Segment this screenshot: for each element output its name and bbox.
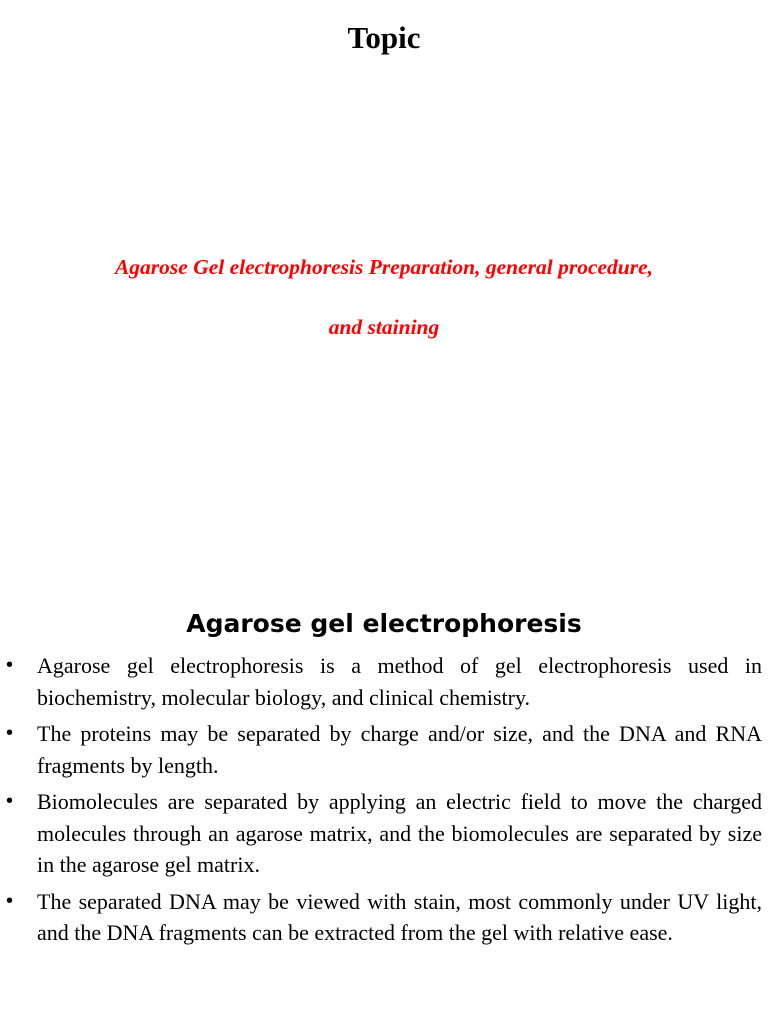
topic-subtitle-line-1: Agarose Gel electrophoresis Preparation, general procedure, [114,255,654,279]
section-heading: Agarose gel electrophoresis [186,609,582,638]
bullet-item [0,786,768,881]
topic-subtitle-line-2: and staining [328,315,440,339]
bullet-list [0,650,768,954]
bullet-text: The separated DNA may be viewed with stain, most commonly under UV light, and the DNA fragments can be extracted from the gel with relative ease. [37,888,762,945]
bullet-icon: • [6,889,14,912]
bullet-icon: • [6,722,14,744]
bullet-item [0,886,768,949]
bullet-icon: • [6,654,14,676]
bullet-item [0,650,768,713]
slide-title: Topic [347,20,421,55]
bullet-text: The proteins may be separated by charge and/or size, and the DNA and RNA fragments by length. [37,721,762,778]
bullet-icon: • [6,790,14,812]
content-slide [0,512,768,1024]
bullet-text: Agarose gel electrophoresis is a method of gel electrophoresis used in biochemistry, molecular biology, and clinical chemistry. [37,653,762,710]
bullet-item [0,718,768,781]
bullet-text: Biomolecules are separated by applying an electric field to move the charged molecules through an agarose matrix, and the biomolecules are separated by size in the agarose gel matrix. [37,789,762,877]
